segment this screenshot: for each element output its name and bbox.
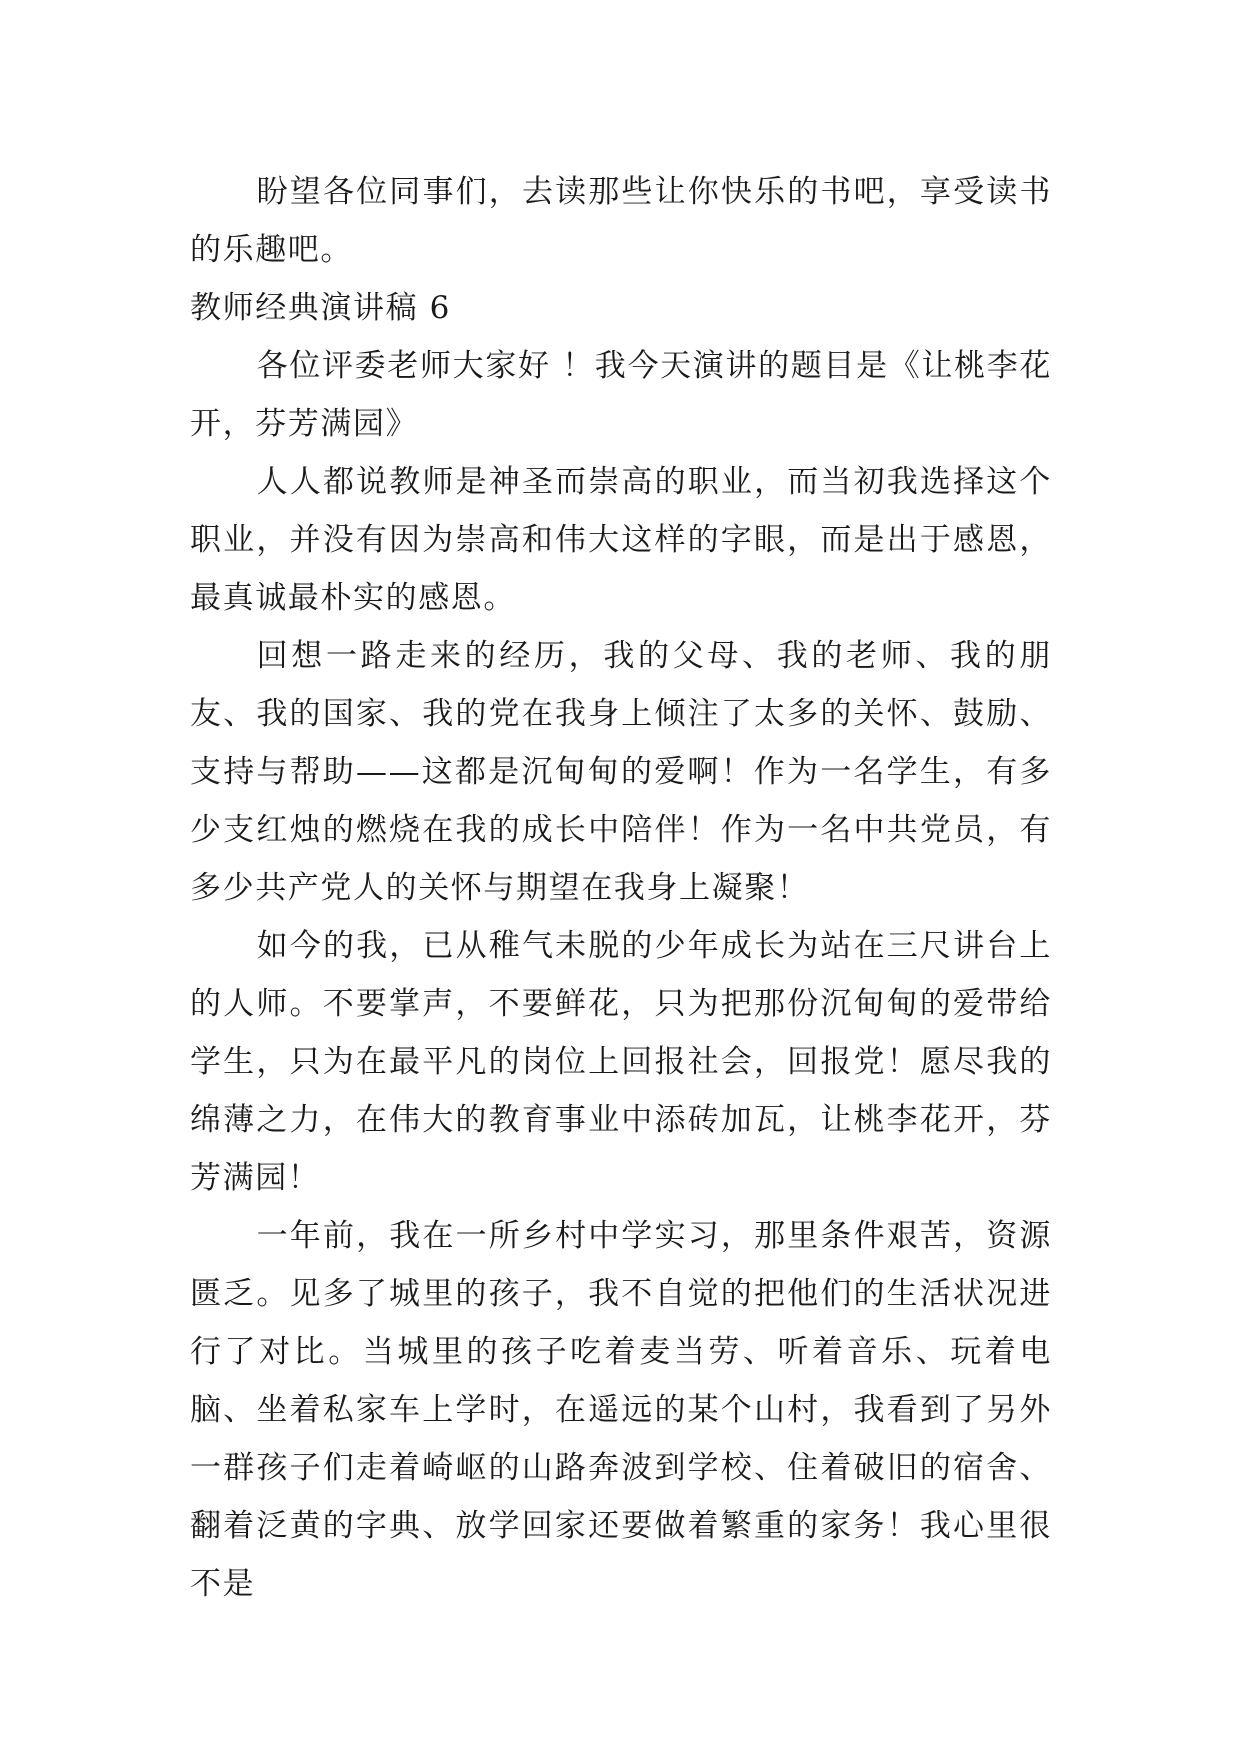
section-heading: 教师经典演讲稿 6 <box>190 290 451 326</box>
paragraph-1: 盼望各位同事们，去读那些让你快乐的书吧，享受读书的乐趣吧。 <box>190 174 1052 268</box>
paragraph-5: 如今的我，已从稚气未脱的少年成长为站在三尺讲台上的人师。不要掌声，不要鲜花，只为把那份沉甸甸的爱带给学生，只为在最平凡的岗位上回报社会，回报党！愿尽我的绵薄之力，在伟大的教育事业中添砖加瓦，让桃李花开，芬芳满园！ <box>190 928 1052 1196</box>
paragraph-2: 各位评委老师大家好 ！我今天演讲的题目是《让桃李花开，芬芳满园》 <box>190 348 1052 442</box>
document-body <box>190 163 1052 1613</box>
paragraph-6: 一年前，我在一所乡村中学实习，那里条件艰苦，资源匮乏。见多了城里的孩子，我不自觉的把他们的生活状况进行了对比。当城里的孩子吃着麦当劳、听着音乐、玩着电脑、坐着私家车上学时，在遥远的某个山村，我看到了另外一群孩子们走着崎岖的山路奔波到学校、住着破旧的宿舍、翻着泛黄的字典、放学回家还要做着繁重的家务！我心里很不是 <box>190 1218 1052 1602</box>
paragraph-4: 回想一路走来的经历，我的父母、我的老师、我的朋友、我的国家、我的党在我身上倾注了太多的关怀、鼓励、支持与帮助——这都是沉甸甸的爱啊！作为一名学生，有多少支红烛的燃烧在我的成长中陪伴！作为一名中共党员，有多少共产党人的关怀与期望在我身上凝聚！ <box>190 638 1052 906</box>
paragraph-3: 人人都说教师是神圣而崇高的职业，而当初我选择这个职业，并没有因为崇高和伟大这样的字眼，而是出于感恩，最真诚最朴实的感恩。 <box>190 464 1052 616</box>
